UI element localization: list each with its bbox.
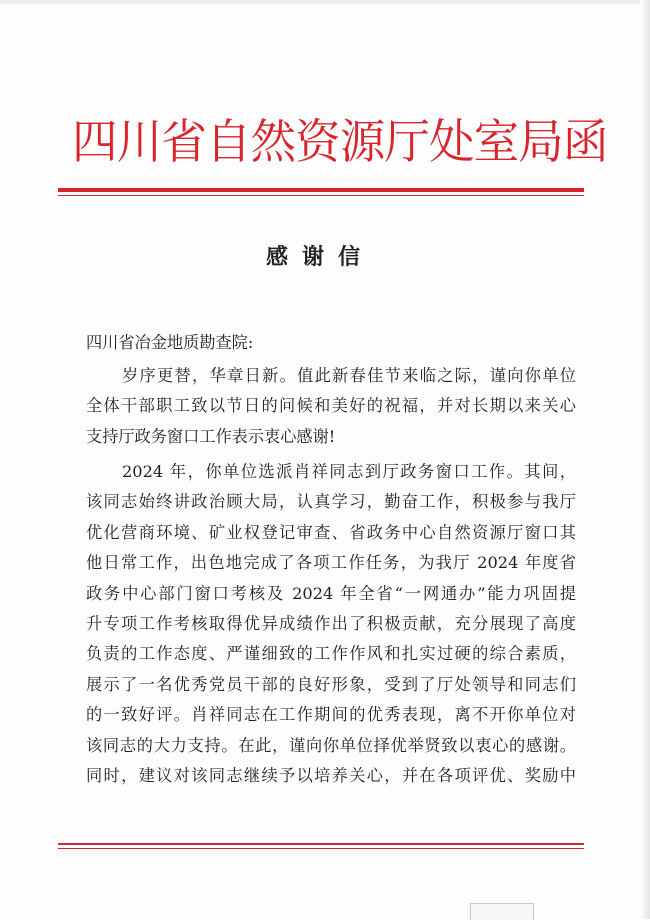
footer-red-rule (58, 843, 584, 845)
page-right-shadow (640, 0, 650, 919)
letterhead-title: 四川省自然资源厅处室局函 (72, 115, 608, 170)
paragraph-line: 支持厅政务窗口工作表示衷心感谢! (86, 426, 336, 446)
footer-red-rule-thin (58, 848, 584, 849)
salutation: 四川省冶金地质勘查院: (86, 333, 254, 352)
paragraph-line: 2024 年，你单位选派肖祥同志到厅政务窗口工作。其间， (122, 462, 576, 481)
paragraph-1 (86, 361, 576, 452)
letterhead-red-rule-thin (58, 195, 584, 196)
paragraph-line: 升专项工作考核取得优异成绩作出了积极贡献，充分展现了高度 (86, 614, 576, 634)
paragraph-line: 该同志始终讲政治顾大局，认真学习，勤奋工作，积极参与我厅 (86, 492, 576, 512)
paragraph-line: 展示了一名优秀党员干部的良好形象，受到了厅处领导和同志们 (86, 674, 576, 694)
paragraph-line: 岁序更替，华章日新。值此新春佳节来临之际，谨向你单位 (122, 366, 576, 385)
paragraph-line: 该同志的大力支持。在此，谨向你单位择优举贤致以衷心的感谢。 (86, 735, 576, 755)
letterhead-red-rule (58, 188, 584, 192)
paragraph-line: 他日常工作，出色地完成了各项工作任务，为我厅 2024 年度省 (86, 553, 576, 573)
page-tab-marker (470, 903, 534, 920)
paragraph-line: 负责的工作态度、严谨细致的工作作风和扎实过硬的综合素质， (86, 644, 576, 664)
page-top-edge (0, 0, 650, 4)
paragraph-line: 优化营商环境、矿业权登记审查、省政务中心自然资源厅窗口其 (86, 522, 576, 542)
paragraph-2 (86, 457, 576, 791)
letter-title: 感谢信 (265, 245, 374, 270)
paragraph-line: 全体干部职工致以节日的问候和美好的祝福，并对长期以来关心 (86, 396, 576, 416)
paragraph-line: 的一致好评。肖祥同志在工作期间的优秀表现，离不开你单位对 (86, 705, 576, 725)
paragraph-line: 同时，建议对该同志继续予以培养关心，并在各项评优、奖励中 (86, 766, 576, 786)
paragraph-line: 政务中心部门窗口考核及 2024 年全省“一网通办”能力巩固提 (86, 583, 576, 603)
